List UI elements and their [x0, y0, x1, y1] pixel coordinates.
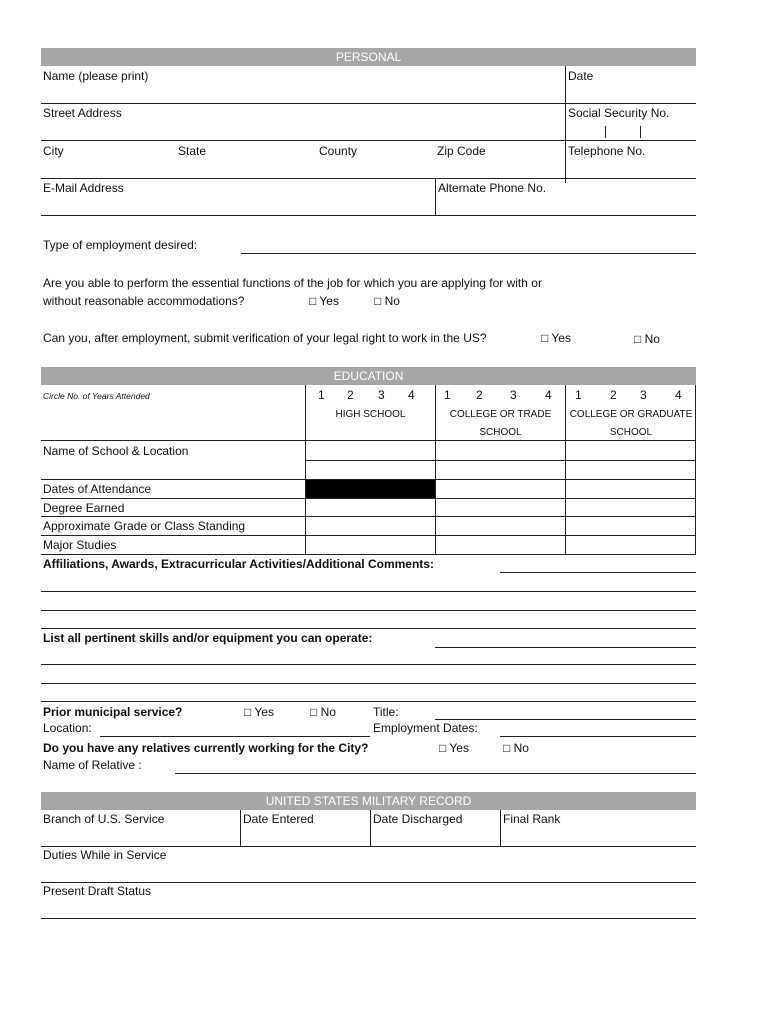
- branch-field[interactable]: [43, 827, 237, 845]
- state-field[interactable]: [178, 160, 314, 178]
- date-field[interactable]: [568, 84, 694, 102]
- year-number-hs[interactable]: 1: [318, 388, 325, 402]
- relative-name-label: Name of Relative :: [43, 758, 142, 772]
- divider: [41, 178, 696, 179]
- skills-line[interactable]: [41, 701, 696, 702]
- checkbox-icon: □: [244, 705, 252, 719]
- essential-no-checkbox[interactable]: [374, 294, 400, 308]
- checkbox-icon: □: [503, 741, 511, 755]
- prior-service-no-checkbox[interactable]: [310, 705, 336, 719]
- col-college-trade: COLLEGE OR TRADE: [449, 409, 552, 420]
- county-label: County: [319, 144, 358, 158]
- col-college-grad-cont: SCHOOL: [609, 427, 653, 438]
- date-discharged-label: Date Discharged: [373, 812, 463, 826]
- employment-type-line[interactable]: [241, 253, 696, 254]
- section-header-personal: PERSONAL: [41, 48, 696, 66]
- yes-label: Yes: [319, 294, 339, 308]
- year-number-hs[interactable]: 2: [347, 388, 354, 402]
- col-college-grad: COLLEGE OR GRADUATE: [569, 409, 693, 420]
- verification-no-checkbox[interactable]: [634, 332, 660, 346]
- year-number-college[interactable]: 2: [476, 388, 483, 402]
- telephone-label: Telephone No.: [568, 144, 646, 158]
- date-entered-label: Date Entered: [243, 812, 314, 826]
- street-address-label: Street Address: [43, 106, 122, 120]
- section-header-military: UNITED STATES MILITARY RECORD: [41, 792, 696, 810]
- affiliations-line[interactable]: [41, 610, 696, 611]
- grid-line: [305, 460, 696, 461]
- divider: [41, 103, 696, 104]
- divider: [41, 215, 696, 216]
- divider: [500, 810, 501, 846]
- year-number-hs[interactable]: 4: [408, 388, 415, 402]
- grid-line: [41, 554, 696, 555]
- grid-line: [41, 440, 696, 441]
- checkbox-icon: □: [439, 741, 447, 755]
- draft-status-label: Present Draft Status: [43, 884, 152, 898]
- grid-line: [565, 385, 566, 554]
- no-label: No: [384, 294, 400, 308]
- skills-line[interactable]: [435, 647, 696, 648]
- divider: [435, 178, 436, 215]
- circle-years-note: Circle No. of Years Attended: [43, 391, 150, 401]
- duties-field[interactable]: [43, 863, 694, 881]
- no-label: No: [513, 741, 529, 755]
- ssn-label: Social Security No.: [568, 106, 670, 120]
- relatives-yes-checkbox[interactable]: [439, 741, 469, 755]
- divider: [565, 66, 566, 183]
- alternate-phone-label: Alternate Phone No.: [438, 181, 547, 195]
- date-label: Date: [568, 69, 594, 83]
- skills-label: List all pertinent skills and/or equipment you can operate:: [43, 631, 373, 645]
- checkbox-icon: □: [374, 294, 382, 308]
- checkbox-icon: □: [310, 705, 318, 719]
- year-number-hs[interactable]: 3: [378, 388, 385, 402]
- final-rank-field[interactable]: [503, 827, 694, 845]
- street-address-field[interactable]: [43, 122, 563, 140]
- name-label: Name (please print): [43, 69, 149, 83]
- relatives-no-checkbox[interactable]: [503, 741, 529, 755]
- divider: [41, 846, 696, 847]
- affiliations-line[interactable]: [500, 572, 696, 573]
- location-label: Location:: [43, 721, 92, 735]
- checkbox-icon: □: [309, 294, 317, 308]
- section-header-education: EDUCATION: [41, 367, 696, 385]
- skills-line[interactable]: [41, 683, 696, 684]
- grid-line: [41, 498, 696, 499]
- county-field[interactable]: [319, 160, 433, 178]
- affiliations-line[interactable]: [41, 628, 696, 629]
- divider: [370, 810, 371, 846]
- col-high-school: HIGH SCHOOL: [335, 409, 406, 420]
- alternate-phone-field[interactable]: [438, 196, 694, 214]
- title-line[interactable]: [435, 719, 696, 720]
- row-dates-attendance: Dates of Attendance: [43, 482, 152, 496]
- name-field[interactable]: [43, 84, 563, 102]
- year-number-grad[interactable]: 4: [675, 388, 682, 402]
- duties-label: Duties While in Service: [43, 848, 167, 862]
- divider: [41, 140, 696, 141]
- draft-status-field[interactable]: [43, 899, 694, 917]
- zip-code-label: Zip Code: [437, 144, 486, 158]
- year-number-grad[interactable]: 2: [610, 388, 617, 402]
- checkbox-icon: □: [634, 332, 642, 346]
- grid-line: [41, 516, 696, 517]
- email-label: E-Mail Address: [43, 181, 124, 195]
- no-label: No: [644, 332, 660, 346]
- divider: [41, 918, 696, 919]
- employment-dates-line[interactable]: [500, 736, 696, 737]
- ssn-separator: [640, 126, 641, 138]
- zip-code-field[interactable]: [437, 160, 561, 178]
- no-label: No: [320, 705, 336, 719]
- affiliations-label: Affiliations, Awards, Extracurricular Activities/Additional Comments:: [43, 557, 434, 571]
- state-label: State: [178, 144, 207, 158]
- relatives-question: Do you have any relatives currently working for the City?: [43, 741, 369, 755]
- row-major-studies: Major Studies: [43, 538, 117, 552]
- verification-yes-checkbox[interactable]: [541, 331, 571, 345]
- grid-line: [305, 385, 306, 554]
- year-number-college[interactable]: 4: [545, 388, 552, 402]
- telephone-field[interactable]: [568, 160, 694, 178]
- row-degree-earned: Degree Earned: [43, 501, 125, 515]
- city-field[interactable]: [43, 160, 173, 178]
- city-label: City: [43, 144, 64, 158]
- essential-functions-question-cont: without reasonable accommodations?: [43, 294, 245, 308]
- row-grade-standing: Approximate Grade or Class Standing: [43, 519, 246, 533]
- title-label: Title:: [373, 705, 399, 719]
- checkbox-icon: □: [541, 331, 549, 345]
- col-college-trade-cont: SCHOOL: [479, 427, 522, 438]
- divider: [240, 810, 241, 846]
- final-rank-label: Final Rank: [503, 812, 561, 826]
- employment-dates-label: Employment Dates:: [373, 721, 478, 735]
- grid-line: [435, 385, 436, 554]
- email-field[interactable]: [43, 196, 431, 214]
- year-number-grad[interactable]: 3: [640, 388, 647, 402]
- affiliations-line[interactable]: [41, 591, 696, 592]
- yes-label: Yes: [551, 331, 571, 345]
- yes-label: Yes: [449, 741, 469, 755]
- divider: [41, 882, 696, 883]
- grid-line: [41, 535, 696, 536]
- blacked-out-cell: [306, 480, 435, 498]
- essential-functions-question: Are you able to perform the essential functions of the job for which you are applying for with or: [43, 276, 542, 290]
- prior-service-yes-checkbox[interactable]: [244, 705, 274, 719]
- branch-label: Branch of U.S. Service: [43, 812, 165, 826]
- row-school-name: Name of School & Location: [43, 444, 189, 458]
- verification-question: Can you, after employment, submit verification of your legal right to work in the US?: [43, 331, 487, 345]
- ssn-separator: [605, 126, 606, 138]
- year-number-college[interactable]: 1: [444, 388, 451, 402]
- year-number-college[interactable]: 3: [510, 388, 517, 402]
- prior-service-label: Prior municipal service?: [43, 705, 183, 719]
- essential-yes-checkbox[interactable]: [309, 294, 339, 308]
- date-discharged-field[interactable]: [373, 827, 497, 845]
- relative-name-line[interactable]: [175, 773, 696, 774]
- date-entered-field[interactable]: [243, 827, 367, 845]
- yes-label: Yes: [254, 705, 274, 719]
- employment-type-label: Type of employment desired:: [43, 238, 198, 252]
- grid-line: [695, 385, 696, 554]
- skills-line[interactable]: [41, 664, 696, 665]
- ssn-field[interactable]: [568, 124, 694, 140]
- year-number-grad[interactable]: 1: [575, 388, 582, 402]
- location-line[interactable]: [100, 736, 370, 737]
